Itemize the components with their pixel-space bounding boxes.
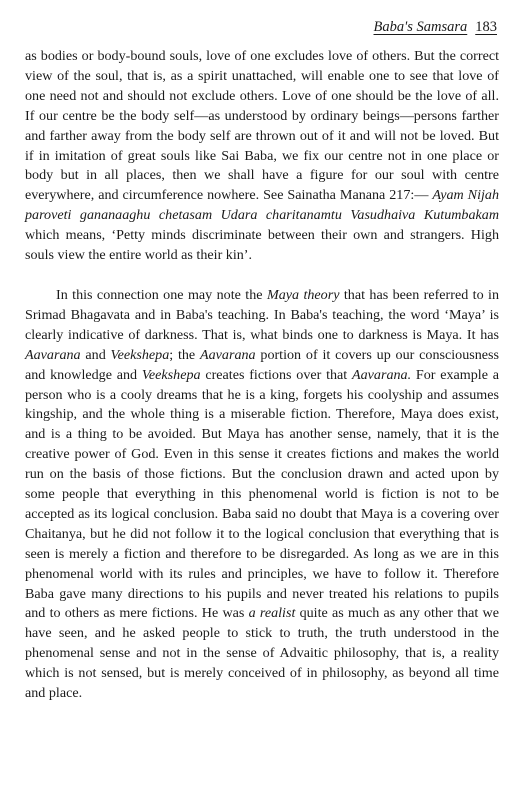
text-run: which means, ‘Petty minds discriminate between their own and strangers. High souls view the entire world as their kin’. bbox=[25, 227, 499, 264]
italic-run: a realist bbox=[248, 605, 296, 622]
text-run: as bodies or body-bound souls, love of one excludes love of others. But the correct view of the soul, that is, as a spirit unattached, will enable one to see that love of one need not and should not exclude others. Love of one should be the love of all. If our centre be the body self—as understood by ordinary beings—persons farther and farther away from the body self are thrown out of it and will not be loved. But if in imitation of great souls like Sai Baba, we fix our centre not in one place or body but in all places, then we shall have a figure for our soul with centre everywhere, and circumference nowhere. See Sainatha Manana 217:— bbox=[25, 48, 499, 204]
italic-run: Aavarana bbox=[200, 346, 256, 363]
running-head bbox=[25, 18, 499, 36]
text-run: ; the bbox=[169, 346, 200, 363]
text-run: and bbox=[80, 346, 111, 363]
text-run: In this connection one may note the bbox=[56, 286, 267, 303]
italic-run: Maya theory bbox=[266, 286, 340, 303]
body-text bbox=[25, 47, 499, 704]
text-run: quite as much as any other that we have seen, and he asked people to stick to truth, the truth understood in the phenomenal sense and not in the sense of Advaitic philosophy, that is, a reality which is not sensed, but is merely conceived of in philosophy, as beyond all time and place. bbox=[25, 605, 499, 702]
running-title: Baba's Samsara bbox=[373, 19, 468, 35]
book-page bbox=[25, 18, 499, 704]
text-run: creates fictions over that bbox=[200, 366, 352, 383]
italic-run: Aavarana bbox=[25, 346, 81, 363]
italic-run: Aavarana. bbox=[352, 366, 412, 383]
paragraph-1 bbox=[25, 47, 499, 266]
italic-run: Veekshepa bbox=[141, 366, 201, 383]
italic-run: Ayam Nijah paroveti gananaaghu chetasam Udara charitanamtu Vasudhaiva Kutumbakam bbox=[25, 187, 499, 224]
paragraph-2 bbox=[25, 286, 499, 704]
italic-run: Veekshepa bbox=[110, 346, 170, 363]
page-number: 183 bbox=[475, 19, 497, 35]
text-run: For example a person who is a cooly dreams that he is a king, forgets his coolyship and assumes kingship, and the whole thing is a miserable fiction. Therefore, Maya does exist, and is a thing to be avoided. But Maya has another sense, namely, that it is the creative power of God. Even in this sense it creates fictions and makes the world run on the basis of those fictions. But the conclusion drawn and acted upon by some people that everything in this phenomenal world is fiction is not to be accepted as its logical conclusion. Baba said no doubt that Maya is a covering over Chaitanya, but he did not follow it to the logical conclusion that everything that is seen is merely a fiction and therefore to be disregarded. As long as we are in this phenomenal world with its rules and principles, we have to follow it. Therefore Baba gave many directions to his pupils and never treated his relations to pupils and to others as mere fictions. He was bbox=[25, 366, 499, 622]
text-run: that has been referred to in Srimad Bhagavata and in Baba's teaching. In Baba's teaching, the word ‘Maya’ is clearly indicative of darkness. That is, what binds one to darkness is Maya. It has bbox=[25, 286, 499, 343]
text-run: portion of it covers up our consciousness and knowledge and bbox=[25, 346, 499, 383]
